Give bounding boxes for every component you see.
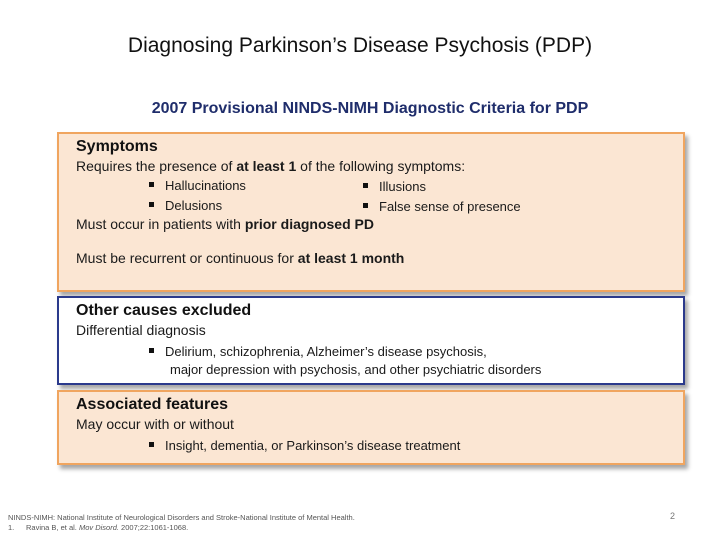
symptoms-box [57, 132, 685, 292]
symptom-bullet: Hallucinations [149, 176, 246, 196]
symptoms-heading: Symptoms [76, 138, 158, 155]
associated-heading: Associated features [76, 396, 229, 413]
symptoms-line-prior-pd: Must occur in patients with prior diagnosed PD [76, 216, 374, 232]
symptom-bullet-list [76, 176, 683, 216]
other-causes-heading: Other causes excluded [76, 302, 252, 319]
symptoms-line-duration: Must be recurrent or continuous for at least 1 month [76, 250, 405, 266]
slide-subtitle: 2007 Provisional NINDS-NIMH Diagnostic Criteria for PDP [151, 100, 589, 117]
symptom-bullet: False sense of presence [363, 197, 521, 217]
symptom-bullet: Delusions [149, 196, 222, 216]
associated-features-box [57, 390, 685, 465]
other-causes-box [57, 296, 685, 385]
other-causes-line: Differential diagnosis [76, 322, 206, 338]
symptom-bullet: Illusions [363, 177, 426, 197]
footnotes [8, 513, 355, 533]
associated-bullet: Insight, dementia, or Parkinson’s disease treatment [76, 437, 683, 455]
slide-title: Diagnosing Parkinson’s Disease Psychosis (PDP) [127, 34, 593, 57]
symptoms-intro: Requires the presence of at least 1 of the following symptoms: [76, 158, 466, 174]
footnote-abbreviation: NINDS-NIMH: National Institute of Neurological Disorders and Stroke-National Institute of Mental Health. [8, 513, 355, 522]
associated-line: May occur with or without [76, 416, 234, 432]
page-number: 2 [670, 511, 676, 521]
other-causes-bullet: Delirium, schizophrenia, Alzheimer’s disease psychosis, major depression with psychosis, and other psychiatric disorders [76, 343, 683, 379]
footnote-reference: 1. Ravina B, et al. Mov Disord. 2007;22:1061-1068. [8, 523, 189, 532]
